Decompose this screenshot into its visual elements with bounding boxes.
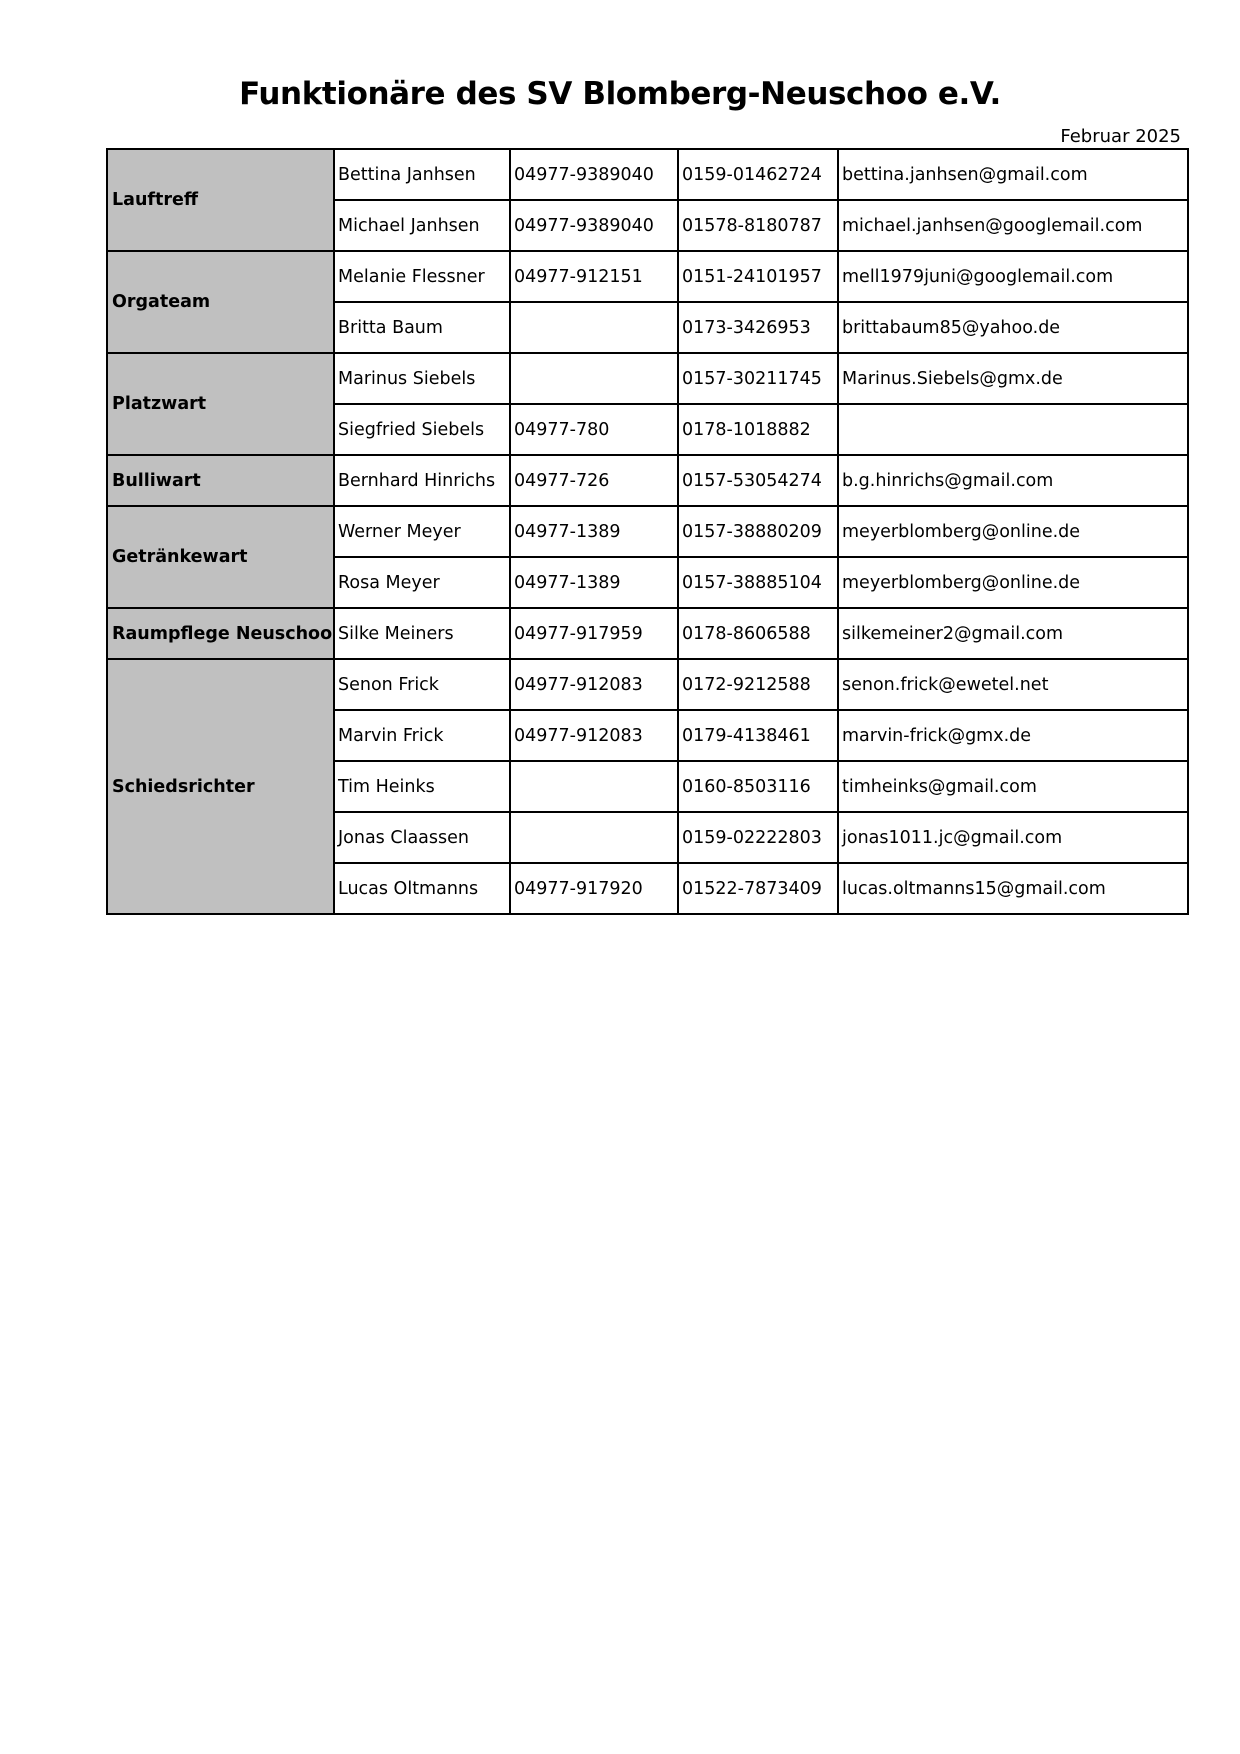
mobile-cell: 0157-38885104 [678,557,838,608]
name-cell: Jonas Claassen [334,812,510,863]
role-cell: Bulliwart [107,455,334,506]
phone-cell: 04977-1389 [510,557,678,608]
phone-cell: 04977-912083 [510,659,678,710]
role-cell: Raumpflege Neuschoo [107,608,334,659]
name-cell: Siegfried Siebels [334,404,510,455]
email-cell: marvin-frick@gmx.de [838,710,1188,761]
email-cell: meyerblomberg@online.de [838,506,1188,557]
officials-table [106,148,1189,915]
name-cell: Silke Meiners [334,608,510,659]
mobile-cell: 0178-8606588 [678,608,838,659]
table-row [107,659,1188,710]
mobile-cell: 0159-01462724 [678,149,838,200]
mobile-cell: 01522-7873409 [678,863,838,914]
mobile-cell: 0160-8503116 [678,761,838,812]
mobile-cell: 0157-30211745 [678,353,838,404]
email-cell: jonas1011.jc@gmail.com [838,812,1188,863]
mobile-cell: 0159-02222803 [678,812,838,863]
phone-cell: 04977-9389040 [510,200,678,251]
mobile-cell: 0151-24101957 [678,251,838,302]
name-cell: Rosa Meyer [334,557,510,608]
name-cell: Senon Frick [334,659,510,710]
email-cell: meyerblomberg@online.de [838,557,1188,608]
phone-cell [510,761,678,812]
name-cell: Melanie Flessner [334,251,510,302]
mobile-cell: 0173-3426953 [678,302,838,353]
name-cell: Tim Heinks [334,761,510,812]
mobile-cell: 0179-4138461 [678,710,838,761]
email-cell: Marinus.Siebels@gmx.de [838,353,1188,404]
phone-cell: 04977-9389040 [510,149,678,200]
name-cell: Marvin Frick [334,710,510,761]
mobile-cell: 0157-53054274 [678,455,838,506]
table-row [107,506,1188,557]
email-cell: bettina.janhsen@gmail.com [838,149,1188,200]
name-cell: Bettina Janhsen [334,149,510,200]
email-cell: brittabaum85@yahoo.de [838,302,1188,353]
email-cell: michael.janhsen@googlemail.com [838,200,1188,251]
officials-table-body [107,149,1188,914]
email-cell: senon.frick@ewetel.net [838,659,1188,710]
table-row [107,149,1188,200]
table-row [107,455,1188,506]
page-title: Funktionäre des SV Blomberg-Neuschoo e.V. [239,76,1001,112]
email-cell: mell1979juni@googlemail.com [838,251,1188,302]
name-cell: Lucas Oltmanns [334,863,510,914]
mobile-cell: 0157-38880209 [678,506,838,557]
email-cell: silkemeiner2@gmail.com [838,608,1188,659]
phone-cell: 04977-917920 [510,863,678,914]
name-cell: Bernhard Hinrichs [334,455,510,506]
email-cell: timheinks@gmail.com [838,761,1188,812]
phone-cell [510,302,678,353]
table-row [107,251,1188,302]
role-cell: Getränkewart [107,506,334,608]
role-cell: Orgateam [107,251,334,353]
name-cell: Werner Meyer [334,506,510,557]
role-cell: Lauftreff [107,149,334,251]
email-cell: b.g.hinrichs@gmail.com [838,455,1188,506]
email-cell [838,404,1188,455]
role-cell: Schiedsrichter [107,659,334,914]
email-cell: lucas.oltmanns15@gmail.com [838,863,1188,914]
mobile-cell: 01578-8180787 [678,200,838,251]
name-cell: Michael Janhsen [334,200,510,251]
mobile-cell: 0178-1018882 [678,404,838,455]
document-date: Februar 2025 [1060,126,1181,147]
phone-cell [510,812,678,863]
phone-cell: 04977-780 [510,404,678,455]
phone-cell [510,353,678,404]
name-cell: Marinus Siebels [334,353,510,404]
phone-cell: 04977-726 [510,455,678,506]
phone-cell: 04977-912151 [510,251,678,302]
mobile-cell: 0172-9212588 [678,659,838,710]
phone-cell: 04977-917959 [510,608,678,659]
phone-cell: 04977-912083 [510,710,678,761]
phone-cell: 04977-1389 [510,506,678,557]
table-row [107,353,1188,404]
role-cell: Platzwart [107,353,334,455]
name-cell: Britta Baum [334,302,510,353]
table-row [107,608,1188,659]
